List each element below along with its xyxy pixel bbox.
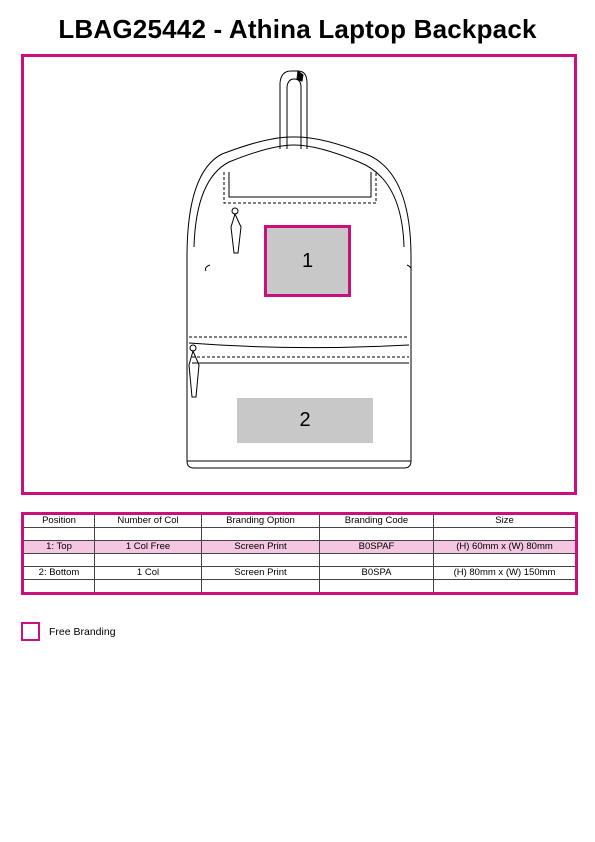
- print-zone-1: 1: [264, 225, 351, 297]
- page-title: LBAG25442 - Athina Laptop Backpack: [58, 14, 537, 44]
- branding-table: [21, 512, 578, 595]
- table-row: [23, 541, 577, 554]
- header-branding-option: Branding Option: [202, 514, 320, 528]
- cell-number-of-col: 1 Col Free: [95, 541, 202, 554]
- legend: [21, 622, 116, 641]
- cell-branding-code: B0SPAF: [320, 541, 434, 554]
- header-number-of-col: Number of Col: [95, 514, 202, 528]
- cell-branding-code: B0SPA: [320, 567, 434, 580]
- table-header-row: [23, 514, 577, 528]
- print-zone-2: 2: [237, 398, 373, 443]
- header-branding-code: Branding Code: [320, 514, 434, 528]
- table-row: [23, 567, 577, 580]
- cell-position: 1: Top: [23, 541, 95, 554]
- table-spacer-row: [23, 580, 577, 594]
- table-spacer-row: [23, 554, 577, 567]
- cell-size: (H) 60mm x (W) 80mm: [434, 541, 577, 554]
- cell-position: 2: Bottom: [23, 567, 95, 580]
- cell-size: (H) 80mm x (W) 150mm: [434, 567, 577, 580]
- cell-branding-option: Screen Print: [202, 541, 320, 554]
- header-size: Size: [434, 514, 577, 528]
- table-spacer-row: [23, 528, 577, 541]
- cell-number-of-col: 1 Col: [95, 567, 202, 580]
- legend-label: Free Branding: [49, 625, 116, 638]
- cell-branding-option: Screen Print: [202, 567, 320, 580]
- product-drawing-frame: [21, 54, 577, 495]
- header-position: Position: [23, 514, 95, 528]
- free-branding-swatch: [21, 622, 40, 641]
